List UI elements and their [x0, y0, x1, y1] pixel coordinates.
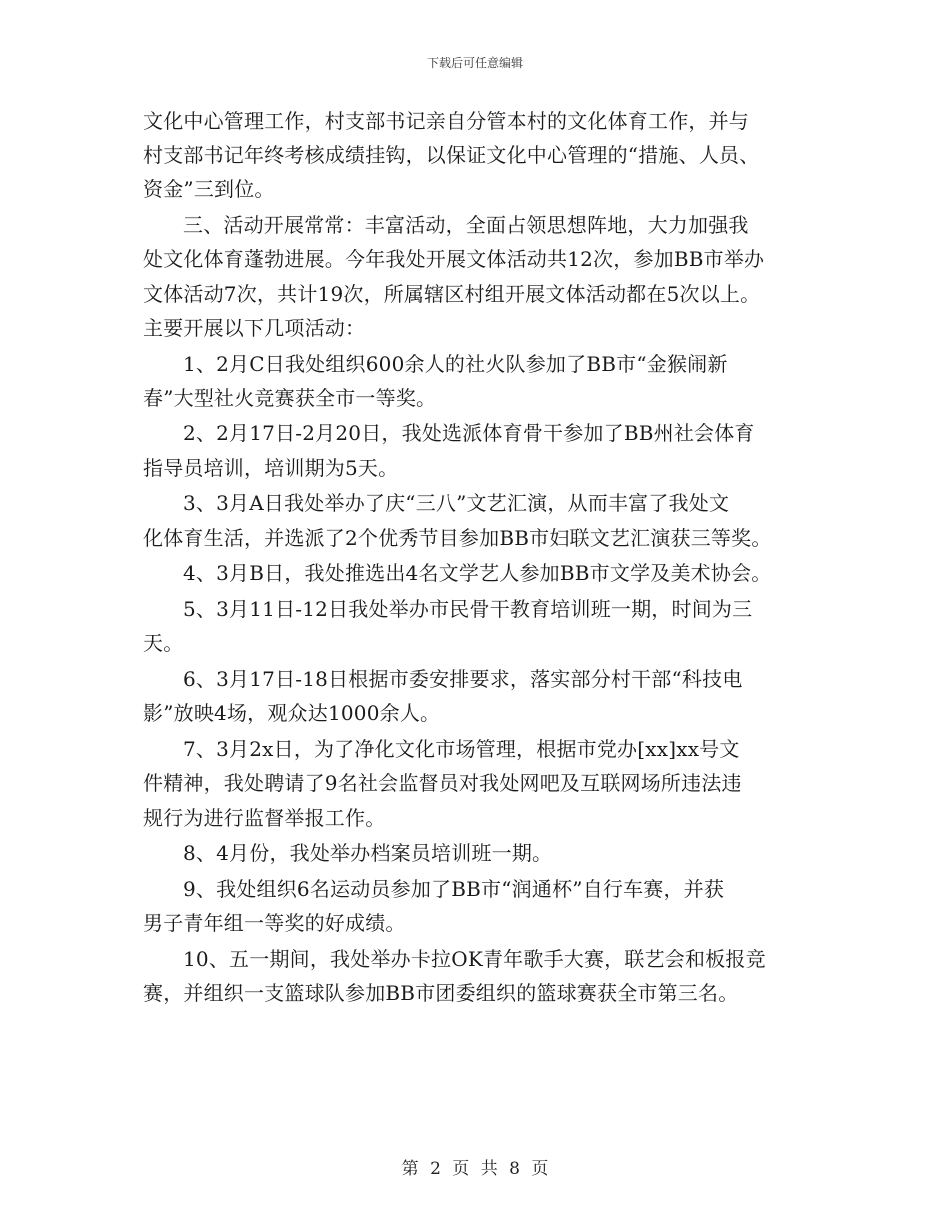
- text-line: 文化中心管理工作，村支部书记亲自分管本村的文化体育工作，并与: [143, 109, 749, 133]
- text-line: 6、3月17日-18日根据市委安排要求，落实部分村干部“科技电: [183, 667, 743, 692]
- text-line: 5、3月11日-12日我处举办市民骨干教育培训班一期，时间为三: [183, 597, 753, 622]
- text-line: 4、3月B日，我处推选出4名文学艺人参加BB市文学及美术协会。: [183, 561, 772, 586]
- page-header-note: 下载后可任意编辑: [426, 56, 523, 70]
- text-line: 影”放映4场，观众达1000余人。: [143, 701, 441, 726]
- text-line: 主要开展以下几项活动：: [143, 315, 366, 340]
- text-line: 春”大型社火竞赛获全市一等奖。: [143, 385, 437, 410]
- text-line: 天。: [143, 631, 184, 656]
- text-line: 村支部书记年终考核成绩挂钩，以保证文化中心管理的“措施、人员、: [143, 143, 760, 168]
- text-line: 处文化体育蓬勃进展。今年我处开展文体活动共12次，参加BB市举办: [143, 247, 765, 272]
- text-line: 8、4月份，我处举办档案员培训班一期。: [183, 841, 553, 866]
- text-line: 规行为进行监督举报工作。: [143, 805, 386, 830]
- text-line: 文体活动7次，共计19次，所属辖区村组开展文体活动都在5次以上。: [143, 281, 761, 306]
- document-body: [143, 104, 823, 1010]
- text-line: 1、2月C日我处组织600余人的社火队参加了BB市“金猴闹新: [183, 351, 728, 376]
- page-number-footer: 第 2 页 共 8 页: [401, 1159, 549, 1179]
- text-line: 3、3月A日我处举办了庆“三八”文艺汇演，从而丰富了我处文: [183, 491, 730, 516]
- text-line: 化体育生活，并选派了2个优秀节目参加BB市妇联文艺汇演获三等奖。: [143, 525, 772, 550]
- text-line: 2、2月17日-2月20日，我处选派体育骨干参加了BB州社会体育: [183, 421, 755, 446]
- text-line: 男子青年组一等奖的好成绩。: [143, 911, 406, 936]
- text-line: 三、活动开展常常：丰富活动，全面占领思想阵地，大力加强我: [183, 213, 749, 238]
- text-line: 件精神，我处聘请了9名社会监督员对我处网吧及互联网场所违法违: [143, 771, 742, 796]
- text-line: 指导员培训，培训期为5天。: [143, 455, 399, 480]
- text-line: 赛，并组织一支篮球队参加BB市团委组织的篮球赛获全市第三名。: [143, 981, 739, 1006]
- text-line: 7、3月2x日，为了净化文化市场管理，根据市党办[xx]xx号文: [183, 737, 740, 762]
- text-line: 10、五一期间，我处举办卡拉OK青年歌手大赛，联艺会和板报竞: [183, 947, 766, 972]
- text-line: 9、我处组织6名运动员参加了BB市“润通杯”自行车赛，并获: [183, 877, 725, 902]
- text-line: 资金”三到位。: [143, 177, 275, 202]
